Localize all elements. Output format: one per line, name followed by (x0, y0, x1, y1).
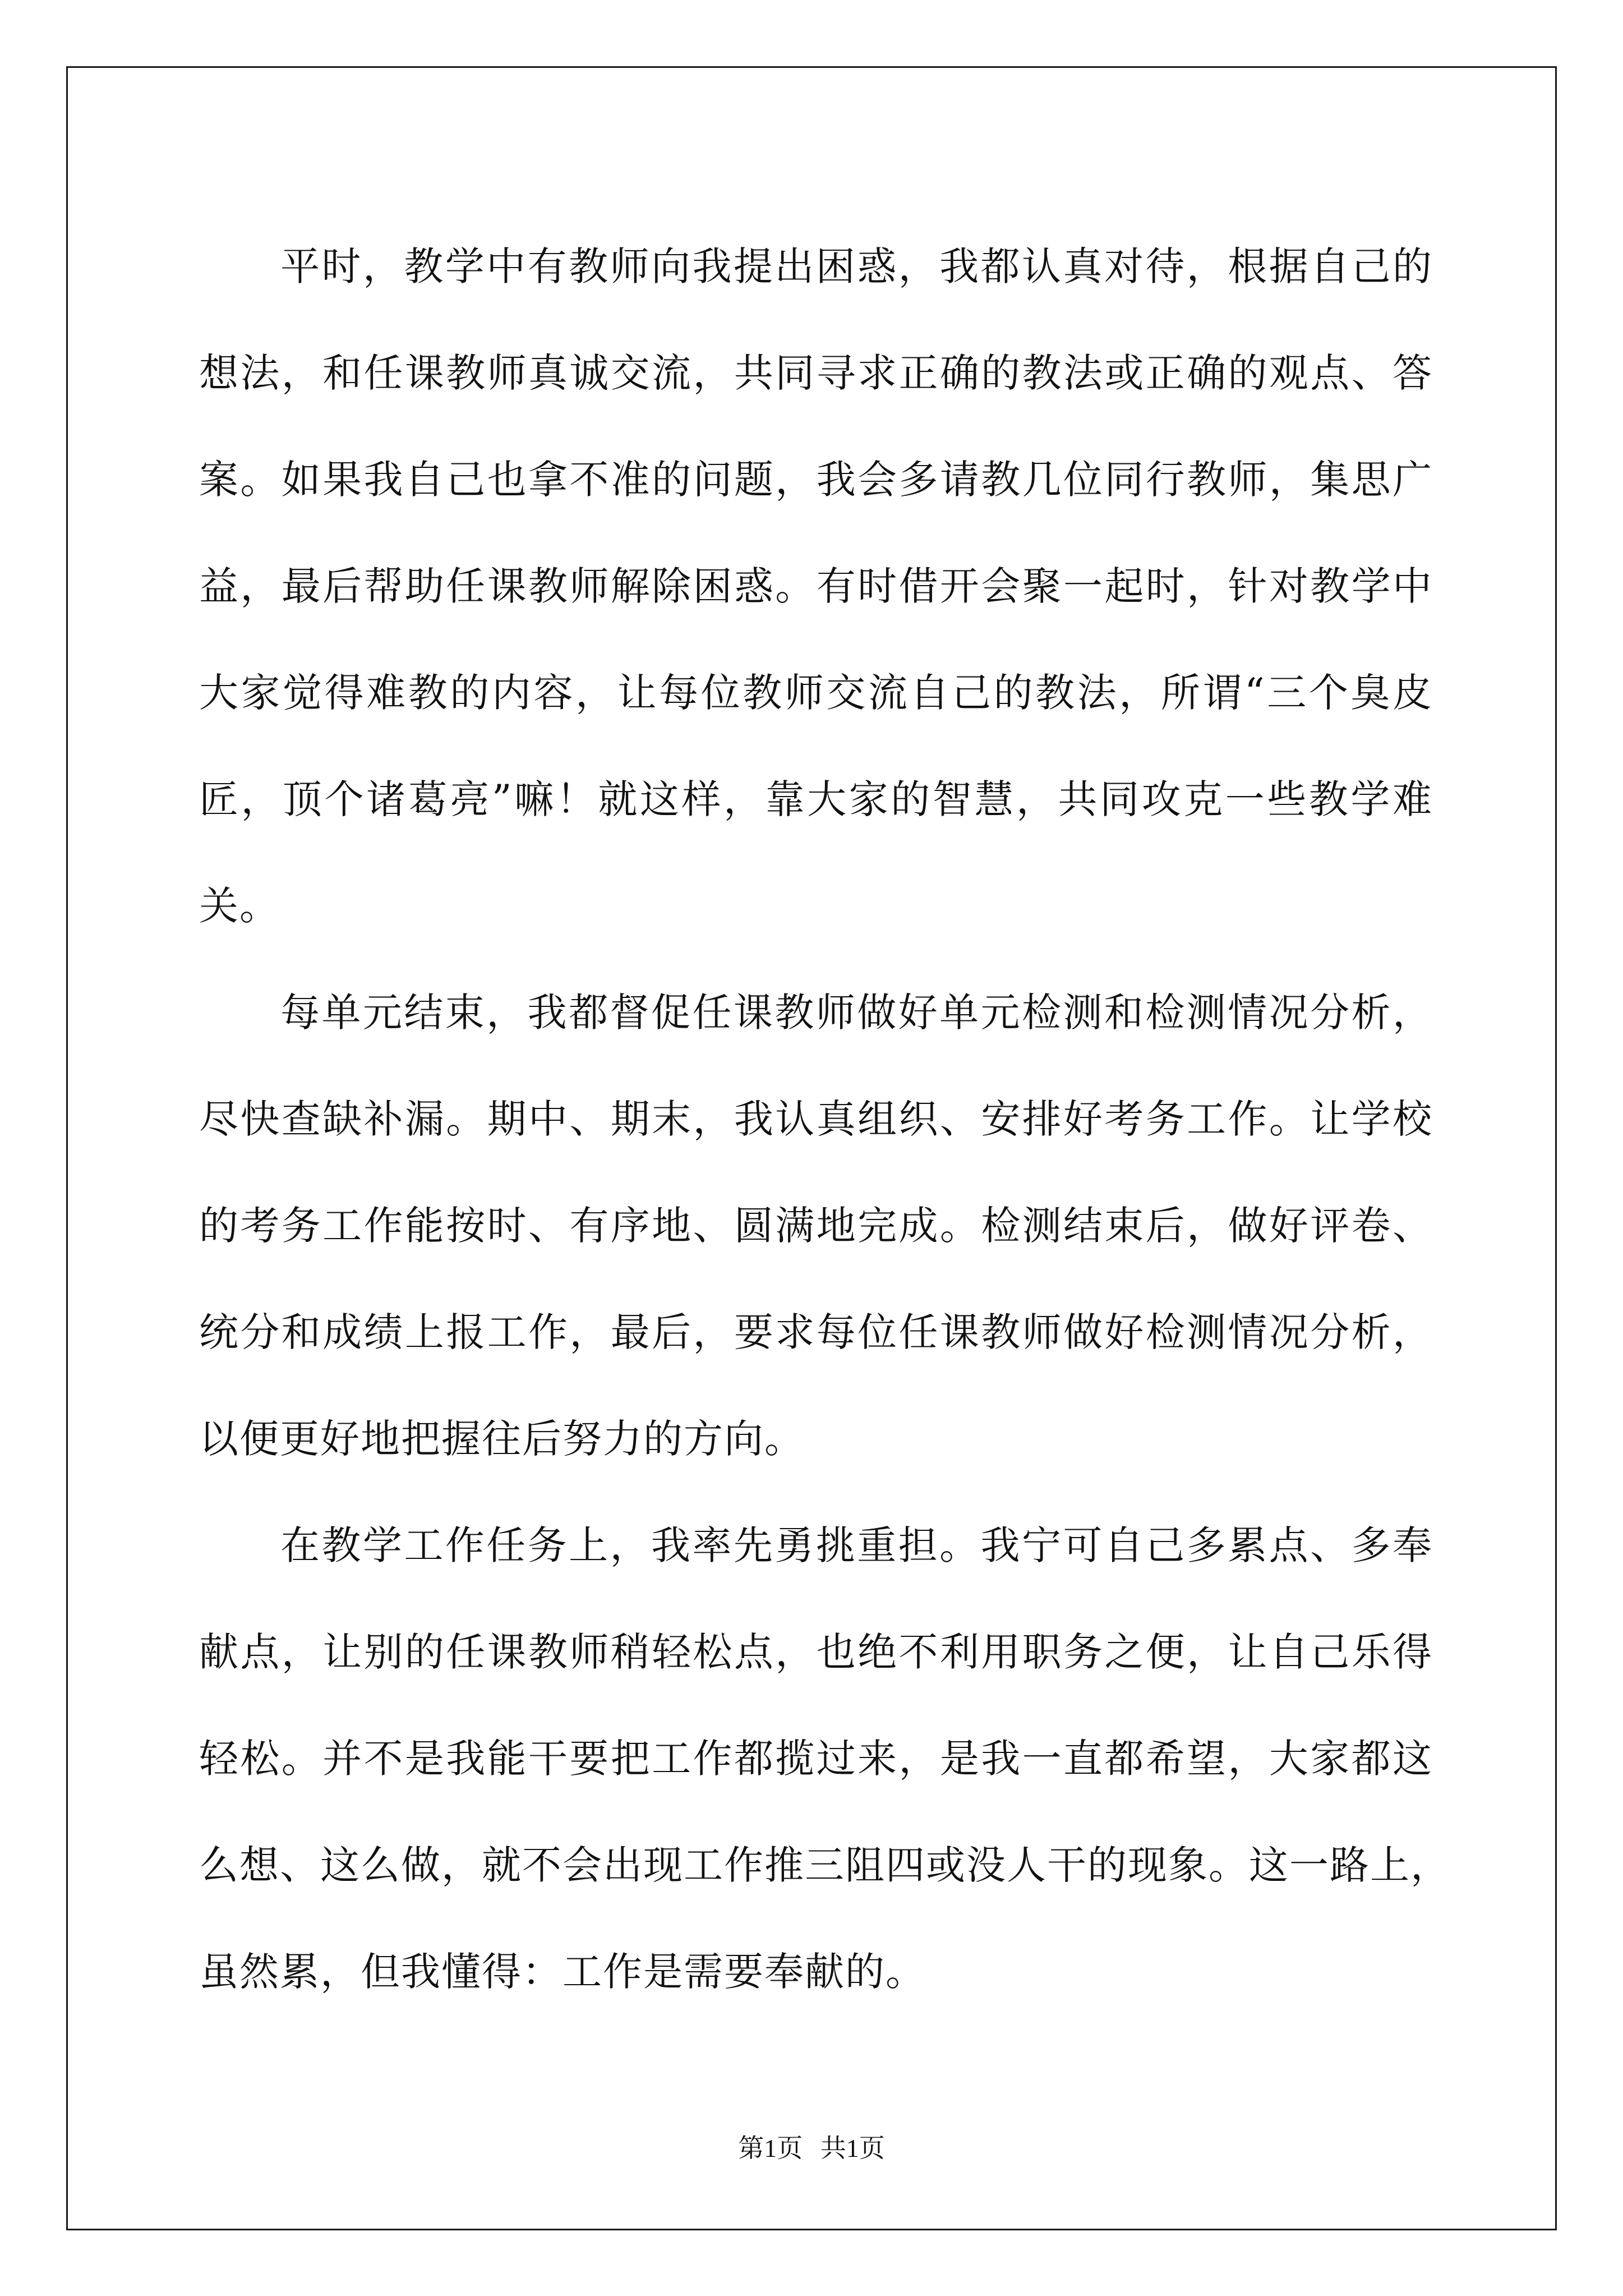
text-line: 每单元结束，我都督促任课教师做好单元检测和检测情况分析， (280, 990, 1433, 1036)
text-line: 平时，教学中有教师向我提出困惑，我都认真对待，根据自己的 (280, 243, 1433, 289)
page-total: 共1页 (820, 2134, 885, 2162)
text-line: 虽然累，但我懂得：工作是需要奉献的。 (199, 1949, 926, 1995)
paragraph (199, 1492, 1451, 2025)
page-footer (0, 2132, 1623, 2165)
text-line: 在教学工作任务上，我率先勇挑重担。我宁可自己多累点、多奉 (280, 1522, 1433, 1568)
text-line: 匠，顶个诸葛亮”嘛！就这样，靠大家的智慧，共同攻克一些教学难 (199, 776, 1433, 822)
text-line: 献点，让别的任课教师稍轻松点，也绝不利用职务之便，让自己乐得 (199, 1629, 1433, 1675)
text-line: 案。如果我自己也拿不准的问题，我会多请教几位同行教师，集思广 (199, 457, 1433, 503)
text-line: 统分和成绩上报工作，最后，要求每位任课教师做好检测情况分析， (199, 1309, 1433, 1355)
text-line: 关。 (199, 883, 280, 929)
text-line: 以便更好地把握往后努力的方向。 (199, 1416, 805, 1462)
paragraph (199, 213, 1433, 959)
text-line: 尽快查缺补漏。期中、期末，我认真组织、安排好考务工作。让学校 (199, 1096, 1433, 1142)
text-line: 大家觉得难教的内容，让每位教师交流自己的教法，所谓“三个臭皮 (199, 670, 1433, 716)
text-line: 益，最后帮助任课教师解除困惑。有时借开会聚一起时，针对教学中 (199, 563, 1433, 609)
text-line: 的考务工作能按时、有序地、圆满地完成。检测结束后，做好评卷、 (199, 1203, 1433, 1249)
text-line: 轻松。并不是我能干要把工作都揽过来，是我一直都希望，大家都这 (199, 1736, 1433, 1782)
text-line: 么想、这么做，就不会出现工作推三阻四或没人干的现象。这一路上， (199, 1842, 1451, 1888)
text-line: 想法，和任课教师真诚交流，共同寻求正确的教法或正确的观点、答 (199, 350, 1433, 396)
paragraph (199, 959, 1433, 1492)
document-body (199, 213, 1451, 2025)
page-number: 第1页 (738, 2134, 803, 2162)
